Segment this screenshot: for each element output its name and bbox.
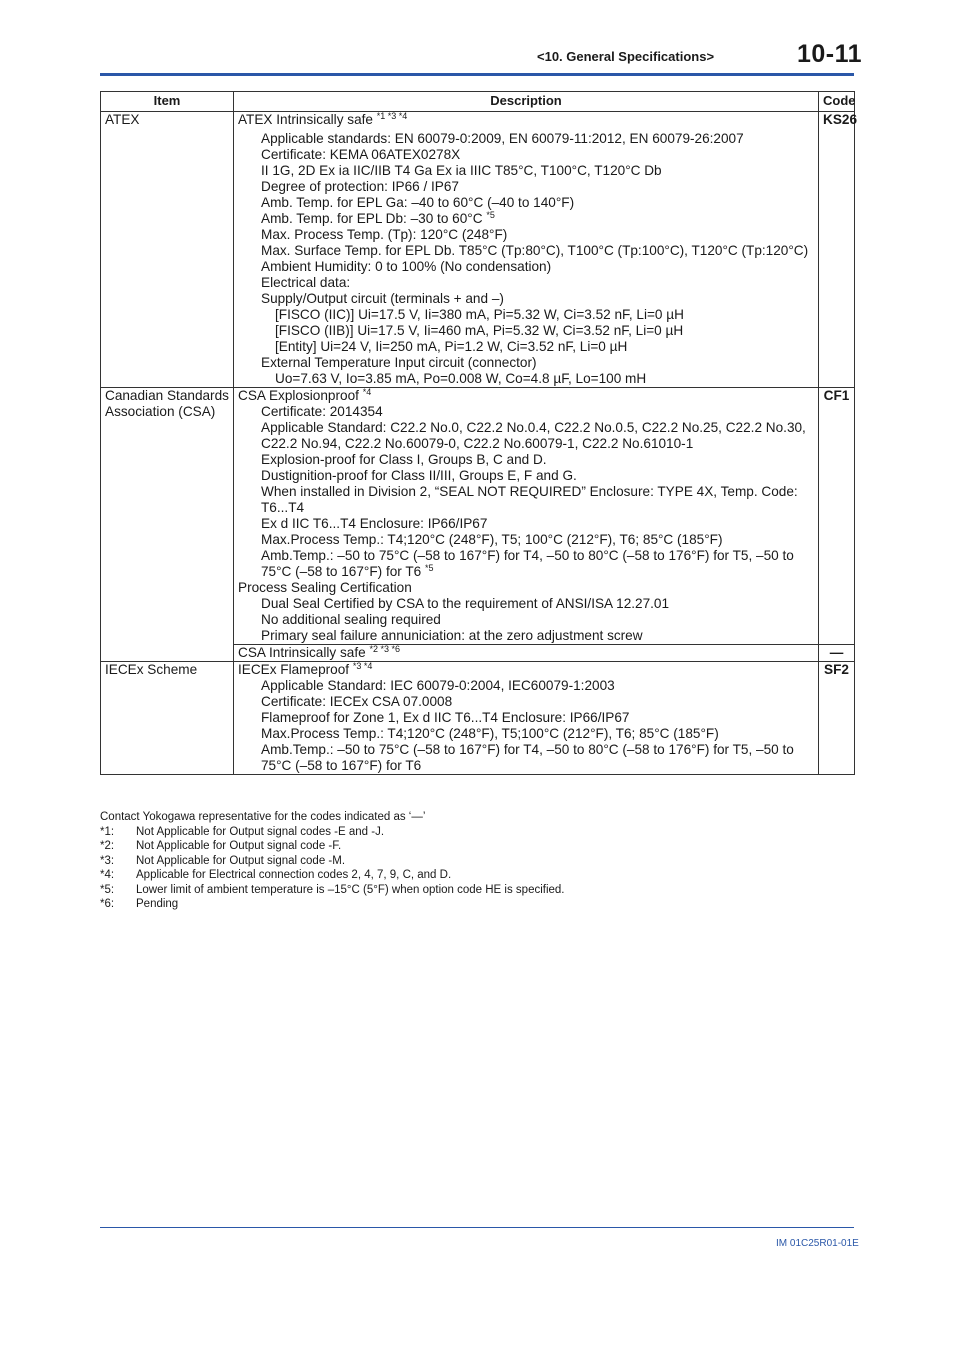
item-csa: Canadian Standards Association (CSA) — [101, 388, 234, 662]
atex-line: Electrical data: — [261, 275, 351, 290]
csa-seal-line: Dual Seal Certified by CSA to the requirement of ANSI/ISA 12.27.01 — [261, 596, 670, 611]
footnote-text: Not Applicable for Output signal code -M. — [136, 854, 346, 867]
footnotes — [100, 810, 565, 912]
code-csa-is: — — [819, 645, 855, 662]
footnote — [100, 897, 565, 912]
footnote — [100, 825, 565, 840]
csa-line: Applicable Standard: C22.2 No.0, C22.2 No.0.4, C22.2 No.0.5, C22.2 No.25, C22.2 No.30, C22.2 No.94, C22.2 No.60079-0, C22.2 No.60079-1, C22.2 No.61010-1 — [261, 420, 806, 451]
document-id: IM 01C25R01-01E — [776, 1238, 859, 1249]
footnote-key: *3: — [100, 854, 115, 867]
atex-line: Certificate: KEMA 06ATEX0278X — [261, 147, 461, 162]
footer-rule — [100, 1227, 854, 1228]
csa-is-title: CSA Intrinsically safe — [238, 645, 370, 660]
section-title: <10. General Specifications> — [537, 49, 715, 64]
csa-line: Certificate: 2014354 — [261, 404, 383, 419]
code-csa: CF1 — [819, 388, 855, 645]
header-code: Code — [819, 92, 855, 112]
description-iecex — [234, 662, 819, 775]
iecex-line: Amb.Temp.: –50 to 75°C (–58 to 167°F) for T4, –50 to 80°C (–58 to 176°F) for T5, –50 to 75°C (–58 to 167°F) for T6 — [261, 742, 794, 773]
iecex-title-sup: *3 *4 — [352, 661, 373, 671]
footnote-text: Applicable for Electrical connection codes 2, 4, 7, 9, C, and D. — [136, 869, 452, 881]
footnote — [100, 883, 565, 898]
atex-line: [FISCO (IIC)] Ui=17.5 V, Ii=380 mA, Pi=5.32 W, Ci=3.52 nF, Li=0 µH — [275, 307, 684, 322]
footnote-text: Pending — [136, 898, 179, 910]
atex-line: Uo=7.63 V, Io=3.85 mA, Po=0.008 W, Co=4.8 µF, Lo=100 mH — [275, 371, 647, 386]
page-number: 10-11 — [797, 40, 863, 68]
table-row-iecex — [101, 662, 855, 775]
iecex-title: IECEx Flameproof — [238, 662, 353, 677]
footnote-intro: Contact Yokogawa representative for the codes indicated as ‘—’ — [100, 811, 426, 823]
header-item: Item — [101, 92, 234, 112]
iecex-line: Applicable Standard: IEC 60079-0:2004, IEC60079-1:2003 — [261, 678, 615, 693]
csa-title: CSA Explosionproof — [238, 388, 363, 403]
header-description: Description — [234, 92, 819, 112]
atex-title: ATEX Intrinsically safe — [238, 112, 377, 127]
description-atex — [234, 112, 819, 388]
atex-line: Supply/Output circuit (terminals + and –) — [261, 291, 504, 306]
specification-table — [100, 91, 858, 775]
footnote-key: *4: — [100, 869, 115, 881]
footnote — [100, 839, 565, 854]
iecex-line: Flameproof for Zone 1, Ex d IIC T6...T4 Enclosure: IP66/IP67 — [261, 710, 630, 725]
csa-is-sup: *2 *3 *6 — [369, 644, 400, 654]
footnote-key: *1: — [100, 825, 115, 838]
csa-seal-title: Process Sealing Certification — [238, 580, 412, 595]
atex-title-sup: *1 *3 *4 — [376, 111, 408, 121]
code-iecex: SF2 — [819, 662, 855, 775]
atex-line: Max. Process Temp. (Tp): 120°C (248°F) — [261, 227, 508, 242]
csa-line: Dustignition-proof for Class II/III, Groups E, F and G. — [261, 468, 577, 483]
csa-line-sup: *5 — [425, 563, 434, 573]
atex-line: Amb. Temp. for EPL Ga: –40 to 60°C (–40 to 140°F) — [261, 195, 575, 210]
footnote — [100, 868, 565, 883]
atex-line: [FISCO (IIB)] Ui=17.5 V, Ii=460 mA, Pi=5.32 W, Ci=3.52 nF, Li=0 µH — [275, 323, 684, 338]
atex-line-sup: *5 — [486, 210, 495, 220]
csa-line: Amb.Temp.: –50 to 75°C (–58 to 167°F) for T4, –50 to 80°C (–58 to 176°F) for T5, –50 to 75°C (–58 to 167°F) for T6 — [261, 548, 794, 579]
csa-seal-line: No additional sealing required — [261, 612, 441, 627]
csa-line: When installed in Division 2, “SEAL NOT REQUIRED” Enclosure: TYPE 4X, Temp. Code: T6...T4 — [261, 484, 798, 515]
csa-title-sup: *4 — [362, 387, 372, 397]
footnote-text: Not Applicable for Output signal code -F. — [136, 840, 342, 852]
csa-line: Explosion-proof for Class I, Groups B, C and D. — [261, 452, 547, 467]
atex-line: External Temperature Input circuit (connector) — [261, 355, 537, 370]
csa-line: Max.Process Temp.: T4;120°C (248°F), T5; 100°C (212°F), T6; 85°C (185°F) — [261, 532, 723, 547]
atex-line: Amb. Temp. for EPL Db: –30 to 60°C — [261, 211, 487, 226]
atex-line: Ambient Humidity: 0 to 100% (No condensation) — [261, 259, 552, 274]
table-row-atex — [101, 112, 855, 388]
description-csa — [234, 388, 819, 645]
footnote-key: *5: — [100, 883, 115, 896]
item-iecex: IECEx Scheme — [101, 662, 234, 775]
iecex-line: Certificate: IECEx CSA 07.0008 — [261, 694, 453, 709]
iecex-line: Max.Process Temp.: T4;120°C (248°F), T5;100°C (212°F), T6; 85°C (185°F) — [261, 726, 719, 741]
table-header-row — [101, 92, 855, 112]
csa-seal-line: Primary seal failure annuniciation: at the zero adjustment screw — [261, 628, 643, 643]
atex-line: Max. Surface Temp. for EPL Db. T85°C (Tp:80°C), T100°C (Tp:100°C), T120°C (Tp:120°C) — [261, 243, 809, 258]
csa-line: Ex d IIC T6...T4 Enclosure: IP66/IP67 — [261, 516, 488, 531]
footnote — [100, 854, 565, 869]
description-csa-is — [234, 645, 819, 662]
item-atex: ATEX — [101, 112, 234, 388]
footnote-key: *6: — [100, 898, 115, 910]
atex-line: Applicable standards: EN 60079-0:2009, EN 60079-11:2012, EN 60079-26:2007 — [261, 131, 744, 146]
table-row-csa — [101, 388, 855, 645]
footnote-text: Lower limit of ambient temperature is –15°C (5°F) when option code HE is specified. — [136, 883, 565, 896]
header-rule — [100, 73, 854, 76]
code-atex: KS26 — [819, 112, 855, 388]
footnote-text: Not Applicable for Output signal codes -E and -J. — [136, 825, 385, 838]
footnote-key: *2: — [100, 840, 115, 852]
atex-line: Degree of protection: IP66 / IP67 — [261, 179, 459, 194]
atex-line: II 1G, 2D Ex ia IIC/IIB T4 Ga Ex ia IIIC T85°C, T100°C, T120°C Db — [261, 163, 662, 178]
atex-line: [Entity] Ui=24 V, Ii=250 mA, Pi=1.2 W, Ci=3.52 nF, Li=0 µH — [275, 339, 628, 354]
